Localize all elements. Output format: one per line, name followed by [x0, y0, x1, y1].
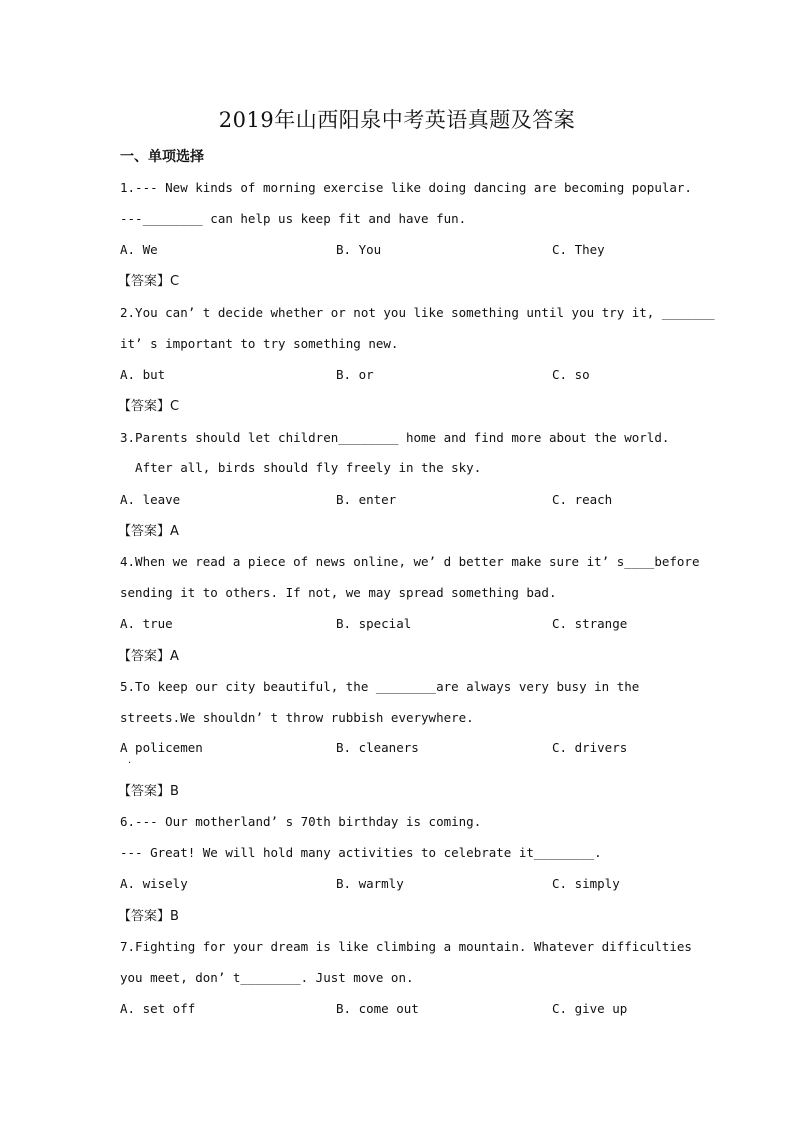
question-2-option-b: B. or	[336, 367, 374, 382]
question-1-answer: 【答案】C	[118, 274, 180, 289]
question-3-answer: 【答案】A	[118, 524, 179, 539]
question-6-line-2: --- Great! We will hold many activities to celebrate it________.	[120, 845, 602, 860]
section-heading: 一、单项选择	[120, 149, 204, 165]
question-2-line-2: it’ s important to try something new.	[120, 336, 399, 351]
question-6-answer: 【答案】B	[118, 909, 179, 924]
stray-dot: ·	[128, 758, 132, 769]
question-4-line-2: sending it to others. If not, we may spread something bad.	[120, 585, 557, 600]
question-7-option-c: C. give up	[552, 1001, 628, 1016]
question-3-option-a: A. leave	[120, 492, 181, 507]
question-4-line-1: 4.When we read a piece of news online, we’ d better make sure it’ s____before	[120, 554, 700, 569]
question-1-option-c: C. They	[552, 242, 605, 257]
question-2-answer: 【答案】C	[118, 399, 180, 414]
question-4-answer: 【答案】A	[118, 649, 179, 664]
question-3-line-1: 3.Parents should let children________ home and find more about the world.	[120, 430, 670, 445]
question-6-option-a: A. wisely	[120, 876, 188, 891]
question-1-line-2: ---________ can help us keep fit and have fun.	[120, 211, 467, 226]
question-5-option-c: C. drivers	[552, 740, 628, 755]
question-2-line-1: 2.You can’ t decide whether or not you like something until you try it, _______	[120, 305, 715, 320]
question-5-option-b: B. cleaners	[336, 740, 419, 755]
question-5-line-2: streets.We shouldn’ t throw rubbish everywhere.	[120, 710, 474, 725]
question-7-option-b: B. come out	[336, 1001, 419, 1016]
question-7-line-2: you meet, don’ t________. Just move on.	[120, 970, 414, 985]
question-4-option-b: B. special	[336, 616, 412, 631]
question-5-option-a: A policemen	[120, 740, 203, 755]
question-6-option-b: B. warmly	[336, 876, 404, 891]
question-6-line-1: 6.--- Our motherland’ s 70th birthday is coming.	[120, 814, 482, 829]
question-1-option-a: A. We	[120, 242, 158, 257]
question-3-option-c: C. reach	[552, 492, 613, 507]
question-3-line-2: After all, birds should fly freely in the sky.	[120, 460, 482, 475]
question-5-line-1: 5.To keep our city beautiful, the ________are always very busy in the	[120, 679, 640, 694]
question-1-option-b: B. You	[336, 242, 382, 257]
question-6-option-c: C. simply	[552, 876, 620, 891]
question-1-line-1: 1.--- New kinds of morning exercise like doing dancing are becoming popular.	[120, 180, 692, 195]
question-7-option-a: A. set off	[120, 1001, 196, 1016]
question-3-option-b: B. enter	[336, 492, 397, 507]
question-5-answer: 【答案】B	[118, 784, 179, 799]
question-2-option-c: C. so	[552, 367, 590, 382]
question-7-line-1: 7.Fighting for your dream is like climbing a mountain. Whatever difficulties	[120, 939, 692, 954]
page-title: 2019年山西阳泉中考英语真题及答案	[218, 108, 576, 132]
question-4-option-c: C. strange	[552, 616, 628, 631]
question-2-option-a: A. but	[120, 367, 166, 382]
question-4-option-a: A. true	[120, 616, 173, 631]
